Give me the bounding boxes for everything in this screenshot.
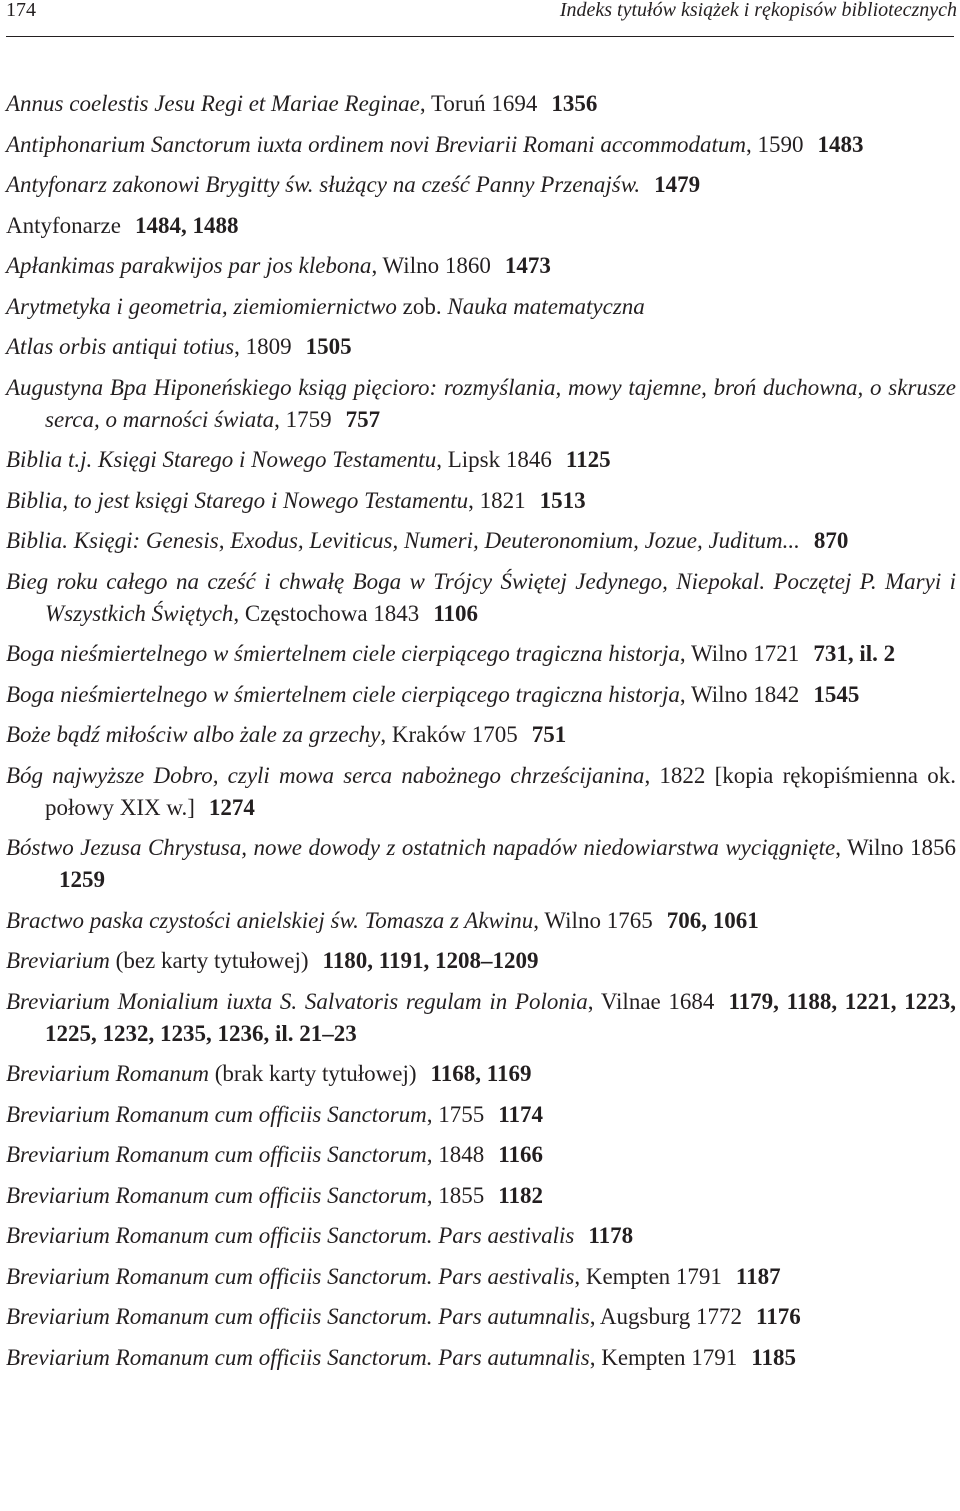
- entry-title: Breviarium Romanum cum officiis Sanctorum. Pars autumnalis: [6, 1304, 590, 1329]
- entry-title: Biblia t.j. Księgi Starego i Nowego Testamentu: [6, 447, 437, 472]
- entry-references: 1479: [654, 172, 701, 197]
- index-entry: [6, 372, 956, 436]
- entry-references: 1176: [756, 1304, 801, 1329]
- index-entry: [6, 88, 956, 120]
- index-entry: [6, 1099, 956, 1131]
- index-entry: [6, 485, 956, 517]
- index-entry: [6, 1220, 956, 1252]
- entry-title: Annus coelestis Jesu Regi et Mariae Reginae: [6, 91, 420, 116]
- entry-cross-reference: Nauka matematyczna: [447, 293, 645, 319]
- entry-details: , Częstochowa 1843: [233, 600, 420, 626]
- page-number: 174: [6, 0, 36, 21]
- entry-references: 1483: [817, 131, 864, 157]
- entry-references: 1168, 1169: [430, 1061, 532, 1086]
- index-entry: [6, 210, 956, 242]
- entry-details: (bez karty tytułowej): [109, 948, 309, 973]
- header-rule: [6, 36, 954, 37]
- entry-references: 1513: [539, 487, 586, 513]
- entry-title: Breviarium Romanum cum officiis Sanctorum. Pars aestivalis: [6, 1223, 575, 1248]
- index-entry: [6, 986, 956, 1050]
- index-entry: [6, 1180, 956, 1212]
- entry-title: Breviarium Monialium iuxta S. Salvatoris regulam in Polonia: [6, 988, 588, 1014]
- entry-references: 731, il. 2: [813, 641, 896, 666]
- entry-details: , 1822 [kopia rękopiśmienna ok. połowy XIX w.]: [45, 762, 956, 820]
- entry-title: Apłankimas parakwijos par jos klebona: [6, 253, 372, 278]
- index-entry: [6, 1301, 956, 1333]
- index-entries: [6, 88, 956, 1382]
- entry-title: Bóstwo Jezusa Chrystusa, nowe dowody z ostatnich napadów niedowiarstwa wyciągnięte: [6, 835, 836, 860]
- entry-references: 1505: [305, 334, 352, 359]
- index-entry: [6, 566, 956, 630]
- entry-references: 1274: [208, 794, 255, 820]
- entry-references: 1179, 1188, 1221, 1223, 1225, 1232, 1235, 1236, il. 21–23: [45, 988, 956, 1046]
- entry-references: 870: [813, 528, 849, 553]
- entry-references: 1178: [588, 1223, 634, 1248]
- entry-title: Breviarium Romanum cum officiis Sanctorum. Pars aestivalis: [6, 1263, 575, 1289]
- entry-title: Breviarium Romanum cum officiis Sanctorum: [6, 1182, 427, 1208]
- index-entry: [6, 169, 956, 201]
- entry-details: , 1848: [426, 1142, 485, 1167]
- index-entry: [6, 1261, 956, 1293]
- entry-details: , Wilno 1721: [679, 641, 800, 666]
- entry-references: 751: [531, 722, 567, 747]
- entry-details: , Lipsk 1846: [436, 447, 552, 472]
- entry-title: Breviarium Romanum: [6, 1061, 209, 1086]
- entry-references: 1166: [498, 1142, 543, 1167]
- entry-details: , Wilno 1860: [371, 253, 491, 278]
- entry-details: , Kempten 1791: [589, 1344, 738, 1370]
- entry-title: Biblia. Księgi: Genesis, Exodus, Leviticus, Numeri, Deuteronomium, Jozue, Juditum...: [6, 528, 800, 553]
- entry-details: , Wilno 1765: [533, 907, 653, 933]
- entry-title: Breviarium Romanum cum officiis Sanctorum: [6, 1101, 427, 1127]
- page-header: [0, 0, 960, 26]
- entry-title: Antyfonarz zakonowi Brygitty św. służący na cześć Panny Przenajśw.: [6, 172, 641, 197]
- index-entry: [6, 719, 956, 751]
- entry-title: Boga nieśmiertelnego w śmiertelnem ciele cierpiącego tragiczna historja: [6, 681, 680, 707]
- index-entry: [6, 444, 956, 476]
- entry-details: , 1759: [274, 406, 332, 432]
- entry-title: Arytmetyka i geometria, ziemiomiernictwo: [6, 293, 397, 319]
- entry-title: Biblia, to jest księgi Starego i Nowego Testamentu: [6, 487, 469, 513]
- entry-title: Boże bądź miłościw albo żale za grzechy: [6, 722, 381, 747]
- entry-details: (brak karty tytułowej): [208, 1061, 417, 1086]
- index-entry: [6, 250, 956, 282]
- entry-references: 1473: [504, 253, 551, 278]
- entry-references: 706, 1061: [666, 907, 759, 933]
- entry-title: Augustyna Bpa Hiponeńskiego ksiąg pięcioro: rozmyślania, mowy tajemne, broń duchowna, o skrusze serca, o marności świata: [6, 374, 956, 432]
- entry-details: , Toruń 1694: [419, 91, 538, 116]
- running-title: Indeks tytułów książek i rękopisów bibliotecznych: [559, 0, 957, 21]
- index-entry: [6, 638, 956, 670]
- index-entry: [6, 525, 956, 557]
- entry-details: , Wilno 1856: [835, 835, 956, 860]
- entry-details: , 1809: [234, 334, 292, 359]
- entry-references: 1545: [813, 681, 860, 707]
- index-entry: [6, 129, 956, 161]
- entry-title: Breviarium Romanum cum officiis Sanctorum: [6, 1142, 427, 1167]
- index-entry: [6, 832, 956, 896]
- index-entry: [6, 291, 956, 323]
- entry-references: 1259: [59, 867, 105, 892]
- entry-details: , 1855: [426, 1182, 485, 1208]
- entry-references: 1187: [735, 1263, 781, 1289]
- index-entry: [6, 679, 956, 711]
- entry-details: zob.: [396, 293, 448, 319]
- entry-details: , Wilno 1842: [679, 681, 800, 707]
- entry-references: 1174: [498, 1101, 543, 1127]
- entry-details: , 1590: [745, 131, 804, 157]
- entry-references: 1106: [433, 600, 479, 626]
- entry-details: , 1755: [426, 1101, 485, 1127]
- entry-title: Antiphonarium Sanctorum iuxta ordinem novi Breviarii Romani accommodatum: [6, 131, 746, 157]
- index-entry: [6, 945, 956, 977]
- index-entry: [6, 905, 956, 937]
- entry-details: Antyfonarze: [6, 212, 121, 238]
- entry-references: 1125: [565, 447, 611, 472]
- entry-title: Breviarium: [6, 948, 110, 973]
- entry-references: 1484, 1488: [134, 212, 239, 238]
- entry-title: Bóg najwyższe Dobro, czyli mowa serca nabożnego chrześcijanina: [6, 762, 645, 788]
- index-entry: [6, 1139, 956, 1171]
- entry-details: , Vilnae 1684: [587, 988, 715, 1014]
- entry-title: Atlas orbis antiqui totius: [6, 334, 235, 359]
- entry-details: , Kempten 1791: [574, 1263, 722, 1289]
- entry-references: 1182: [498, 1182, 543, 1208]
- entry-title: Breviarium Romanum cum officiis Sanctorum. Pars autumnalis: [6, 1344, 590, 1370]
- index-entry: [6, 331, 956, 363]
- index-entry: [6, 1342, 956, 1374]
- index-entry: [6, 760, 956, 824]
- entry-details: , Augsburg 1772: [589, 1304, 742, 1329]
- index-entry: [6, 1058, 956, 1090]
- entry-title: Boga nieśmiertelnego w śmiertelnem ciele cierpiącego tragiczna historja: [6, 641, 680, 666]
- entry-details: , Kraków 1705: [380, 722, 518, 747]
- entry-details: , 1821: [468, 487, 526, 513]
- entry-references: 757: [345, 406, 381, 432]
- entry-references: 1356: [551, 91, 598, 116]
- entry-references: 1185: [751, 1344, 796, 1370]
- entry-title: Bieg roku całego na cześć i chwałę Boga w Trójcy Świętej Jedynego, Niepokal. Poczętej P. Maryi i Wszystkich Świętych: [6, 568, 956, 626]
- entry-references: 1180, 1191, 1208–1209: [322, 948, 539, 973]
- entry-title: Bractwo paska czystości anielskiej św. Tomasza z Akwinu: [6, 907, 534, 933]
